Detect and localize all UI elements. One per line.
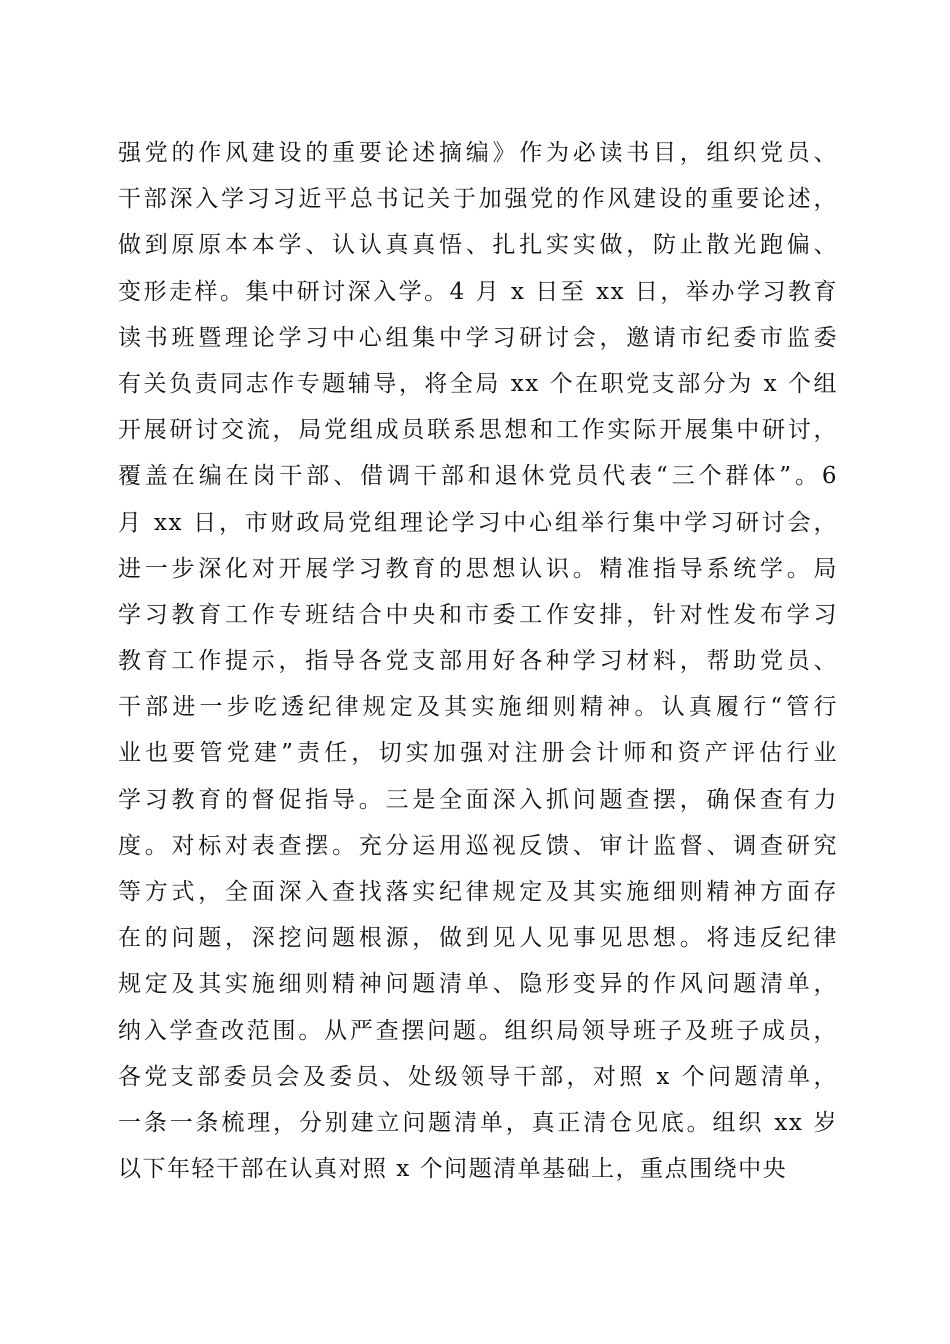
text-line: 覆盖在编在岗干部、借调干部和退休党员代表“三个群体”。6 — [118, 463, 838, 490]
text-line: 月 xx 日，市财政局党组理论学习中心组举行集中学习研讨会， — [118, 509, 838, 536]
text-line: 一条一条梳理，分别建立问题清单，真正清仓见底。组织 xx 岁 — [118, 1109, 838, 1136]
body-text — [118, 130, 838, 1192]
text-line: 读书班暨理论学习中心组集中学习研讨会，邀请市纪委市监委 — [118, 324, 838, 351]
text-line: 各党支部委员会及委员、处级领导干部，对照 x 个问题清单， — [118, 1063, 838, 1090]
text-line: 学习教育工作专班结合中央和市委工作安排，针对性发布学习 — [118, 601, 838, 628]
text-line: 在的问题，深挖问题根源，做到见人见事见思想。将违反纪律 — [118, 925, 838, 952]
text-line: 有关负责同志作专题辅导，将全局 xx 个在职党支部分为 x 个组 — [118, 370, 838, 397]
text-line: 以下年轻干部在认真对照 x 个问题清单基础上，重点围绕中央 — [118, 1156, 788, 1183]
text-line: 学习教育的督促指导。三是全面深入抓问题查摆，确保查有力 — [118, 786, 838, 813]
text-line: 变形走样。集中研讨深入学。4 月 x 日至 xx 日，举办学习教育 — [118, 278, 838, 305]
text-line: 等方式，全面深入查找落实纪律规定及其实施细则精神方面存 — [118, 879, 838, 905]
text-line: 规定及其实施细则精神问题清单、隐形变异的作风问题清单， — [118, 971, 838, 998]
text-line: 做到原原本本学、认认真真悟、扎扎实实做，防止散光跑偏、 — [118, 232, 838, 259]
text-line: 度。对标对表查摆。充分运用巡视反馈、审计监督、调查研究 — [118, 832, 838, 859]
text-line: 开展研讨交流，局党组成员联系思想和工作实际开展集中研讨， — [118, 417, 838, 444]
text-line: 教育工作提示，指导各党支部用好各种学习材料，帮助党员、 — [118, 648, 838, 675]
text-line: 业也要管党建”责任，切实加强对注册会计师和资产评估行业 — [118, 740, 838, 767]
text-line: 干部进一步吃透纪律规定及其实施细则精神。认真履行“管行 — [118, 694, 838, 721]
text-line: 干部深入学习习近平总书记关于加强党的作风建设的重要论述， — [118, 186, 838, 213]
text-line: 纳入学查改范围。从严查摆问题。组织局领导班子及班子成员， — [118, 1017, 838, 1044]
text-line: 强党的作风建设的重要论述摘编》作为必读书目，组织党员、 — [118, 140, 838, 166]
text-line: 进一步深化对开展学习教育的思想认识。精准指导系统学。局 — [118, 555, 838, 582]
